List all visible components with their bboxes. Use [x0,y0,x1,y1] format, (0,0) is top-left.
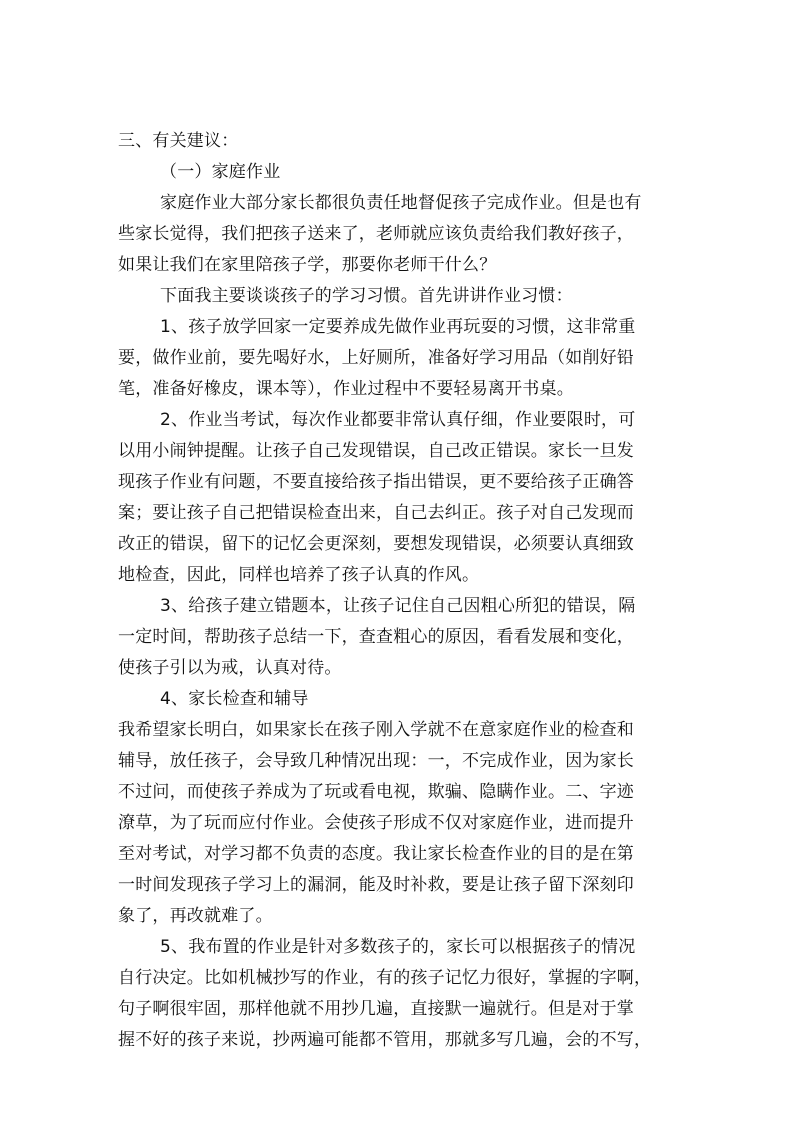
paragraph-line: 下面我主要谈谈孩子的学习习惯。首先讲讲作业习惯： [160,286,573,306]
paragraph-line: 象了，再改就难了。 [118,906,273,926]
paragraph-line: 3、给孩子建立错题本，让孩子记住自己因粗心所犯的错误，隔 [160,596,636,616]
paragraph-line: 要，做作业前，要先喝好水，上好厕所，准备好学习用品（如削好铅 [118,348,634,368]
document-body [118,126,690,1056]
paragraph-line: 改正的错误，留下的记忆会更深刻，要想发现错误，必须要认真细致 [118,534,634,554]
paragraph-line: 不过问，而使孩子养成为了玩或看电视，欺骗、隐瞒作业。二、字迹 [118,782,634,802]
paragraph-line: 案；要让孩子自己把错误检查出来，自己去纠正。孩子对自己发现而 [118,503,634,523]
paragraph-line: 地检查，因此，同样也培养了孩子认真的作风。 [118,565,480,585]
section-heading: 三、有关建议： [118,131,239,151]
paragraph-line: 2、作业当考试，每次作业都要非常认真仔细，作业要限时，可 [160,410,636,430]
paragraph-line: 如果让我们在家里陪孩子学，那要你老师干什么？ [118,255,497,275]
paragraph-line: 使孩子引以为戒，认真对待。 [118,658,342,678]
paragraph-line: 一定时间，帮助孩子总结一下，查查粗心的原因，看看发展和变化， [118,627,634,647]
paragraph-line: 些家长觉得，我们把孩子送来了，老师就应该负责给我们教好孩子， [118,224,634,244]
paragraph-line: 潦草，为了玩而应付作业。会使孩子形成不仅对家庭作业，进而提升 [118,813,634,833]
paragraph-line: 1、孩子放学回家一定要养成先做作业再玩耍的习惯，这非常重 [160,317,636,337]
paragraph-line: 句子啊很牢固，那样他就不用抄几遍，直接默一遍就行。但是对于掌 [118,999,634,1019]
paragraph-line: 辅导，放任孩子，会导致几种情况出现：一，不完成作业，因为家长 [118,751,634,771]
paragraph-line: 5、我布置的作业是针对多数孩子的，家长可以根据孩子的情况 [160,937,636,957]
paragraph-line: 至对考试，对学习都不负责的态度。我让家长检查作业的目的是在第 [118,844,634,864]
paragraph-line: 自行决定。比如机械抄写的作业，有的孩子记忆力很好，掌握的字啊， [118,968,652,988]
paragraph-line: 一时间发现孩子学习上的漏洞，能及时补救，要是让孩子留下深刻印 [118,875,634,895]
paragraph-line: 家庭作业大部分家长都很负责任地督促孩子完成作业。但是也有 [160,193,642,213]
paragraph-line: 现孩子作业有问题，不要直接给孩子指出错误，更不要给孩子正确答 [118,472,634,492]
paragraph-line: 4、家长检查和辅导 [160,689,309,709]
paragraph-line: 以用小闹钟提醒。让孩子自己发现错误，自己改正错误。家长一旦发 [118,441,634,461]
paragraph-line: 我希望家长明白，如果家长在孩子刚入学就不在意家庭作业的检查和 [118,720,634,740]
paragraph-line: 笔，准备好橡皮，课本等），作业过程中不要轻易离开书桌。 [118,379,574,399]
subsection-heading: （一）家庭作业 [160,162,281,182]
paragraph-line: 握不好的孩子来说，抄两遍可能都不管用，那就多写几遍，会的不写， [118,1030,652,1050]
